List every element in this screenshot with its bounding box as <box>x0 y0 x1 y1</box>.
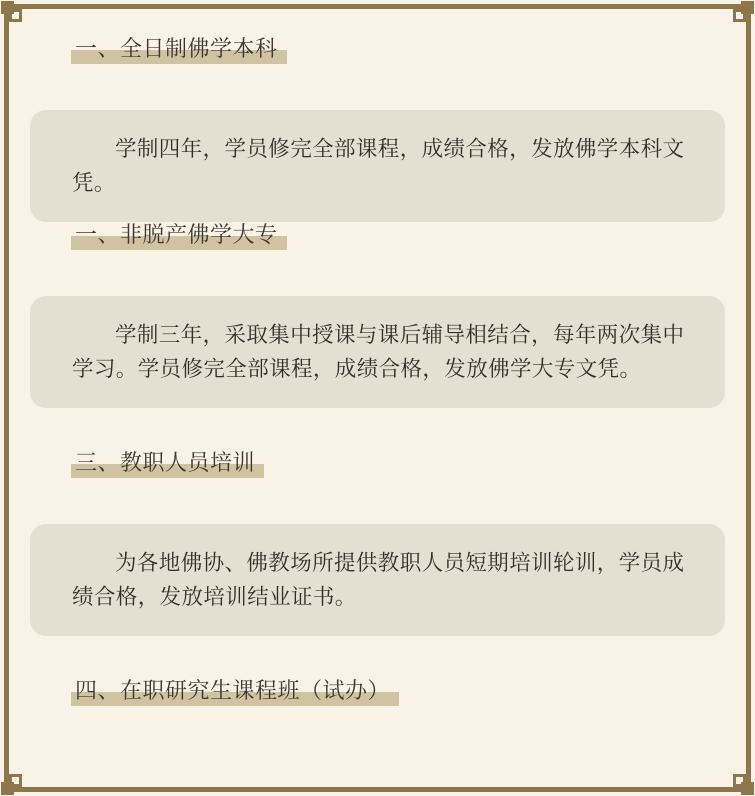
corner-square-icon <box>741 782 754 795</box>
heading-text: 一、全日制佛学本科 <box>75 36 278 61</box>
corner-square-icon <box>9 774 22 787</box>
corner-square-icon <box>1 782 14 795</box>
heading-text: 四、在职研究生课程班（试办） <box>75 678 391 703</box>
paragraph-block-parttime-college <box>30 296 725 408</box>
corner-square-icon <box>733 774 746 787</box>
paragraph-text: 学制四年，学员修完全部课程，成绩合格，发放佛学本科文凭。 <box>72 137 685 195</box>
paragraph-block-staff-training <box>30 524 725 636</box>
corner-ornament-top-right <box>719 0 755 36</box>
heading-text: 一、非脱产佛学大专 <box>75 222 278 247</box>
corner-square-icon <box>9 9 22 22</box>
section-heading-parttime-college <box>75 220 278 250</box>
section-heading-fulltime-undergraduate <box>75 34 278 64</box>
corner-square-icon <box>1 1 14 14</box>
paragraph-text: 为各地佛协、佛教场所提供教职人员短期培训轮训，学员成绩合格，发放培训结业证书。 <box>72 551 685 609</box>
section-heading-staff-training <box>75 448 255 478</box>
paragraph-text: 学制三年，采取集中授课与课后辅导相结合，每年两次集中学习。学员修完全部课程，成绩合格，发放佛学大专文凭。 <box>72 323 685 381</box>
paragraph-block-fulltime-undergraduate <box>30 110 725 222</box>
corner-ornament-bottom-left <box>0 760 36 796</box>
corner-ornament-top-left <box>0 0 36 36</box>
heading-text: 三、教职人员培训 <box>75 450 256 475</box>
corner-square-icon <box>741 1 754 14</box>
corner-square-icon <box>733 9 746 22</box>
corner-ornament-bottom-right <box>719 760 755 796</box>
section-heading-graduate-course <box>75 676 390 706</box>
